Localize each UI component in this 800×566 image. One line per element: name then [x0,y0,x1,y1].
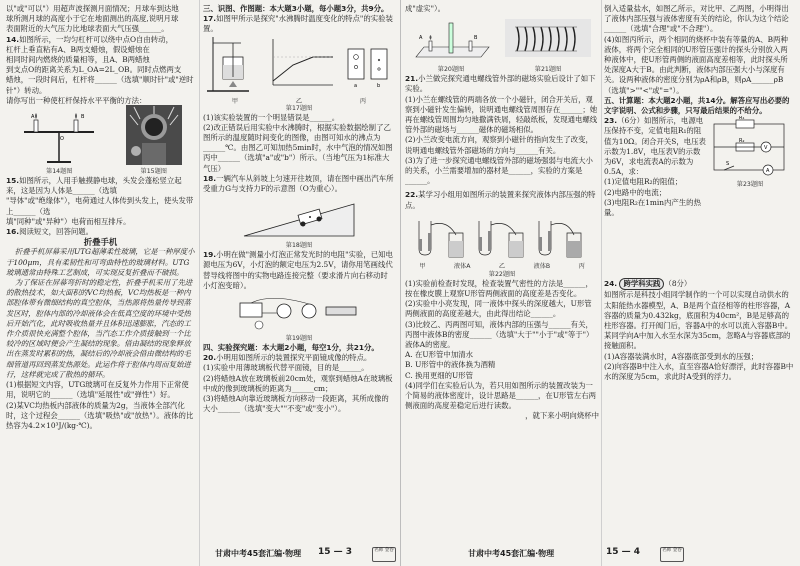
figure-caption: 第17题图 [285,104,313,112]
text-line: 小明在做"测量小灯泡正常发光时的电阻"实验，已知电源电压为6V，小灯泡的额定电压为2.5V，请你用笔画线代替导线将图中的实物电路连接完整（要求滑片向右移动时小灯泡变暗）。 [203,250,393,290]
column-2 [203,4,395,414]
text-line: 填"同种"或"异种"）电荷而相互排斥。 [6,216,131,226]
figure-label: 甲 [231,97,239,105]
figure-label: 丙 [578,262,585,270]
question-number: 23. [604,116,618,126]
question-part: (3)电阻R₂在1min内产生的热量。 [604,197,701,218]
option: B. U形管中的液体换为酒精 [405,360,496,370]
text-line: 以"或"可以"）用超声波探测月面情况；月球车到达地 [6,4,179,13]
text-line: 球所测月球的高度小于它在地面测出的高度,说明月球 [6,14,179,24]
liquid-label: 液体A [453,262,471,270]
text-line: 请你写出一种使杠杆保持水平平衡的方法： [6,95,147,105]
question-part: (2)电路中的电流； [604,187,667,197]
solenoid-figure [503,17,593,63]
article-title: 折叠手机 [83,237,118,248]
lever-diagram [19,110,99,165]
figure-23 [706,116,794,218]
question-part: (1)该实验装置的一个明显错误是______。 [203,112,340,122]
question-part: (1)根据短文内容，UTG玻璃可在反复外力作用下正常使用，说明它的______（选填"延展性"或"弹性"）好。 [6,380,189,400]
figure-labels [405,263,599,271]
question-part: (2)实验中小亮发现，同一液体中探头的深度越大，U形管两侧液面的高度差越大，由此得出结论______。 [405,299,592,319]
text-line: 小明用如图所示的装置探究平面镜成像的特点。 [216,353,372,363]
question-number: 17. [203,14,217,24]
question-part: (3)将蜡烛A向靠近玻璃板方向移动一段距离，其所成像的大小______（选填"变大""不变"或"变小"）。 [203,394,389,414]
article-paragraph: 为了保证在屏幕弯折时的稳定性，折叠手机采用了先进的散热技术，如大面积的VC均热板，VC均热板是一种内部腔体带有微细结构的真空腔体，当热源将热量传导到蒸发区时，腔体内部的冷却液体会在低真空度的环境中受热后开始汽化，此时吸收热量并且体积迅速膨胀，汽态的工作介质很快充满整个腔体，当汽态工作介质接触到一个比较冷的区域时便会产生凝结的现象。借由凝结的现象释放出在蒸发时累积的热，凝结后的冷却液会借由微结构的毛细管道再回到蒸发热源处。此运作将于腔体内周而复始进行，这样就完成了散热的循环。 [6,278,193,379]
text-line: 杠杆上垂直粘有A、B两支蜡烛，假设蜡烛在 [6,44,150,54]
figure-14 [19,110,99,176]
label-a: A [766,168,770,175]
question-part: (2)小兰改变电流方向，观察到小磁针的指向发生了改变，说明通电螺线管外部磁场的方向与______有关。 [405,135,593,155]
question-points: （8分） [664,279,692,289]
question-number: 19. [203,250,217,260]
question-part: (2)某VC均热板内部液体的质量为2g，当液体全部汽化时，这个过程会______（选填"吸热"或"放热"）。液体的比热容为4.2×10³J/(kg·℃)。 [6,400,194,430]
footer-title-right: 甘肃中考45套汇编·物理 [468,549,555,558]
question-part: (2)将蜡烛A放在玻璃板前20cm处，观察到蜡烛A在玻璃板中成的像到玻璃板的距离为______cm； [203,373,393,393]
text-line: 表面附近的大气压力比地球表面大气压强______。 [6,24,169,34]
section-heading: 三、识图、作图题：本大题3小题，每小题3分，共9分。 [203,4,389,13]
question-part: (1)实验中用薄玻璃板代替平面镜，目的是______。 [203,363,369,373]
text-line: 某学习小组用如图所示的装置来探究液体内部压强的特点。 [405,190,596,210]
text-line: 如图所示，电源电压保持不变，定值电阻R₁的阻值为10Ω。闭合开关S，电压表示数为1.8V，电压表V的示数为6V，求电流表A的示数为0.5A，求： [604,116,706,177]
question-number: 24. [604,279,618,289]
question-number: 16. [6,227,20,237]
figure-label: 甲 [419,262,426,270]
text-line: 相同时间内燃烧的质量相等，且A、B两蜡烛 [6,55,150,65]
svg-text:B: B [81,113,85,120]
publisher-logo-left: 名师 金卷 [372,547,396,562]
figure-caption: 第23题图 [736,181,764,189]
text-line: 到支点O的距离关系为L_OA=2L_OB。同时点燃两支 [6,65,182,75]
column-1 [6,4,195,431]
figure-caption: 第19题图 [285,335,313,343]
circuit-diagram [706,116,792,178]
svg-text:A: A [419,35,423,41]
question-part: (1)实验前检查时发现，检查装置气密性的方法是______，按在橡皮膜上观察U形管两侧液面的高度差是否变化。 [405,278,593,299]
figure-row-20-21 [405,14,599,74]
question-number: 18. [203,173,217,183]
text-line: 倒入适量盐水，如图乙所示，对比甲、乙两图，小明得出了液体内部压强与液体密度有关的结论，你认为这个结论______（选填"合理"或"不合理"）。 [604,4,789,34]
slope-car-figure [239,196,359,240]
section-heading: 五、计算题：本大题2小题，共14分。解答应写出必要的文字说明、公式和步骤，只写最后结果的不给分。 [604,95,790,116]
liquid-label: 液体B [533,262,551,270]
page-fold [400,0,401,566]
figure-label: 乙 [295,97,303,105]
figure-caption: 第15题图 [140,168,167,176]
question-number: 15. [6,176,20,186]
cross-discipline-tag: 跨学科实践 [619,278,664,290]
question-part: (4)同学们在实验后认为，若只用如图所示的装置改装为一个简易的液体密度计，设计思路是______，在U形管左右两侧液面的高度差稳定后进行读数。 [405,380,596,411]
text-line: (4)如图丙所示，两个相同的烧杯中装有等量的A、B两种液体，将两个完全相同的U形管压强计的探头分别放入两种液体中，使U形管两侧的液面高度差相等，此时探头所处深度A大于B。由此判断，液体内部压强大小与深度有关。设两种液体的密度分别为ρA和ρB，则ρA______ρB（选填">""<"或"="）。 [604,34,788,95]
question-part: (1)定值电阻R₂的阻值； [604,177,683,187]
footer-page-right: 15 — 4 [606,547,641,557]
svg-text:O: O [60,135,65,142]
question-number: 14. [6,34,20,44]
question-number: 22. [405,190,419,200]
figure-caption: 第21题图 [534,66,562,74]
figure-label: 丙 [359,97,367,105]
svg-text:B: B [474,35,478,41]
svg-text:a: a [354,82,358,89]
publisher-logo-right: 名师 金卷 [660,547,684,562]
text-line: 小兰做完探究通电螺线管外部的磁场实验后设计了如下实验。 [405,74,596,94]
question-23 [604,116,794,218]
figure-caption: 第14题图 [46,168,73,176]
pressure-gauge-figure [407,213,597,261]
page-divider-right [601,0,602,566]
question-part: (3)为了进一步探究通电螺线管外部的磁场强弱与电流大小的关系，小兰需要增加的器材是______，实验的方案是______。 [405,155,593,186]
column-4 [604,4,794,382]
svg-text:b: b [377,82,381,89]
figure-caption: 第18题图 [285,242,313,250]
text-line: 一辆汽车从斜坡上匀速开往坡顶，请在图中画出汽车所受重力G与支持力F的示意图（O为重心）。 [203,173,394,194]
mirror-experiment-figure [411,17,491,63]
text-line: 如图所示，一均匀杠杆可以绕中点O自由转动， [19,34,173,44]
question-points: （6分） [617,116,644,126]
figure-row-14-15 [6,106,195,176]
question-part: (2)向容器B中注入水，直至容器A恰好漂浮，此时容器B中水的深度为5cm，求此时A受到的浮力。 [604,361,794,382]
question-part: (2)改正错误后用实验中水沸腾时，根据实验数据绘制了乙图所示的温度随时间变化的图像，由图可知水的沸点为______℃。由图乙可知加热5min时，水中气泡的情况如图丙中______（选填"a"或"b"）所示。（当地气压为1标准大气压） [203,122,393,173]
label-s: S [726,161,730,168]
figure-17 [203,35,395,105]
text-line: 如图所示，人用手触摸静电球，头发会蓬松竖立起来，这是因为人体是______（选填 [6,176,182,196]
figure-20 [411,17,491,74]
column-3 [405,4,599,422]
article-paragraph: 折叠手机屏幕采用UTG超薄柔性玻璃，它是一种厚度小于100μm，具有柔韧性和可弯曲特性的玻璃材料。UTG玻璃通常由特殊工艺制成，可实现反复折叠而不破损。 [6,247,195,277]
text-line: 如图所示是科技小组同学制作的一个可以实现自动供水的太阳能热水器模型，A、B是两个直径相等的柱形容器，A容器的质量为0.432kg，底面积为40cm²，B是足够高的柱形容器。打开阀门后，容器A中的水可以流入容器B中。某同学向A中加入水至水深为35cm，忽略A与容器底部的接触面积。 [604,290,793,351]
option: C. 换用更细的U形管 [405,370,474,380]
figure-21 [503,17,593,74]
text-line: 阅读短文，回答问题。 [19,227,94,237]
option: A. 在U形管中加清水 [405,350,473,360]
label-r2: R₂ [739,138,745,145]
text-line: "导体"或"绝缘体"），电荷通过人体传到头发上，使头发带上______（选 [6,196,194,216]
footer-title-left: 甘肃中考45套汇编·物理 [215,549,302,558]
text-line: 如图甲所示是探究"水沸腾时温度变化的特点"的实验装置。 [203,14,393,34]
question-number: 20. [203,353,217,363]
question-part: (3)比较乙、丙两图可知，液体内部的压强与______有关，丙图中液体B的密度______（选填"大于""小于"或"等于"）液体A的密度。 [405,319,594,350]
svg-text:A: A [31,113,35,120]
footer-page-left: 15 — 3 [318,547,353,557]
text-line: 蜡烛，一段时间后，杠杆将______（选填"顺时针"或"逆时针"）转动。 [6,75,194,95]
label-r1: R₁ [739,116,745,122]
boiling-experiment-figure [203,35,393,95]
label-v: V [764,145,768,152]
figure-label: 乙 [498,262,506,270]
circuit-figure [234,293,364,333]
page-divider-left [199,0,200,566]
question-part: (1)小兰在螺线管的两端各放一个小磁针，闭合开关后，观察到小磁针发生偏转，说明通电螺线管周围存在______；她再在螺线管周围均匀地撒满铁屑，轻敲纸板，发现通电螺线管外部的磁场与______磁体的磁场相似。 [405,94,598,135]
figure-caption: 第20题图 [437,66,465,74]
question-number: 21. [405,74,419,84]
text-line: 成"虚实"）。 [405,4,446,13]
text-line: ，就下来小明向烧杯中 [525,411,599,421]
static-ball-photo [126,105,182,165]
figure-15 [126,105,182,176]
figure-caption: 第22题图 [488,270,516,278]
section-heading: 四、实验探究题：本大题2小题，每空1分，共21分。 [203,343,379,353]
question-part: (1)A容器装满水时，A容器底部受到水的压强； [604,351,759,361]
